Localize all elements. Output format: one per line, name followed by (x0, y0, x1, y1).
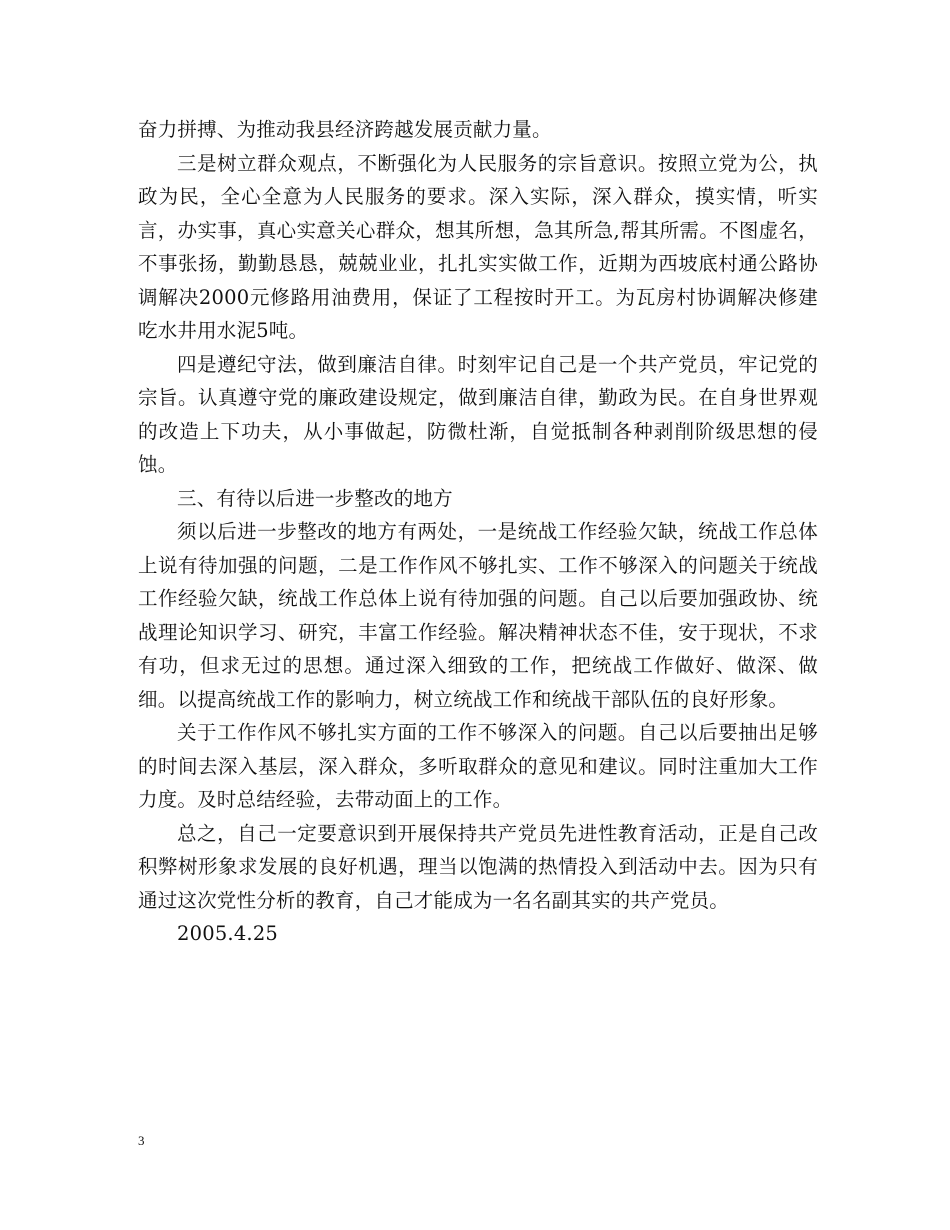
paragraph-work-style: 关于工作作风不够扎实方面的工作不够深入的问题。自己以后要抽出足够的时间去深入基层，深入群众，多听取群众的意见和建议。同时注重加大工作力度。及时总结经验，去带动面上的工作。 (138, 721, 818, 811)
paragraph-conclusion: 总之，自己一定要意识到开展保持共产党员先进性教育活动，正是自己改积弊树形象求发展的良好机遇，理当以饱满的热情投入到活动中去。因为只有通过这次党性分析的教育，自己才能成为一名名副其实的共产党员。 (138, 821, 818, 912)
page-number: 3 (138, 1133, 145, 1148)
section-heading-improvements: 三、有待以后进一步整改的地方 (177, 486, 453, 510)
paragraph-discipline: 四是遵纪守法，做到廉洁自律。时刻牢记自己是一个共产党员，牢记党的宗旨。认真遵守党的廉政建设规定，做到廉洁自律，勤政为民。在自身世界观的改造上下功夫，从小事做起，防微杜渐，自觉抵制各种剥削阶级思想的侵蚀。 (138, 352, 818, 476)
document-date: 2005.4.25 (177, 922, 279, 945)
document-body (138, 113, 818, 951)
paragraph-continuation: 奋力拼搏、为推动我县经济跨越发展贡献力量。 (138, 118, 552, 141)
paragraph-mass-viewpoint: 三是树立群众观点，不断强化为人民服务的宗旨意识。按照立党为公，执政为民，全心全意为人民服务的要求。深入实际，深入群众，摸实情，听实言，办实事，真心实意关心群众，想其所想，急其所急,帮其所需。不图虚名，不事张扬，勤勤恳恳，兢兢业业，扎扎实实做工作，近期为西坡底村通公路协调解决2000元修路用油费用，保证了工程按时开工。为瓦房村协调解决修建吃水井用水泥5吨。 (138, 151, 818, 342)
paragraph-improvements: 须以后进一步整改的地方有两处，一是统战工作经验欠缺，统战工作总体上说有待加强的问题，二是工作作风不够扎实、工作不够深入的问题关于统战工作经验欠缺，统战工作总体上说有待加强的问题。自己以后要加强政协、统战理论知识学习、研究，丰富工作经验。解决精神状态不佳，安于现状，不求有功，但求无过的思想。通过深入细致的工作，把统战工作做好、做深、做细。以提高统战工作的影响力，树立统战工作和统战干部队伍的良好形象。 (138, 520, 818, 711)
